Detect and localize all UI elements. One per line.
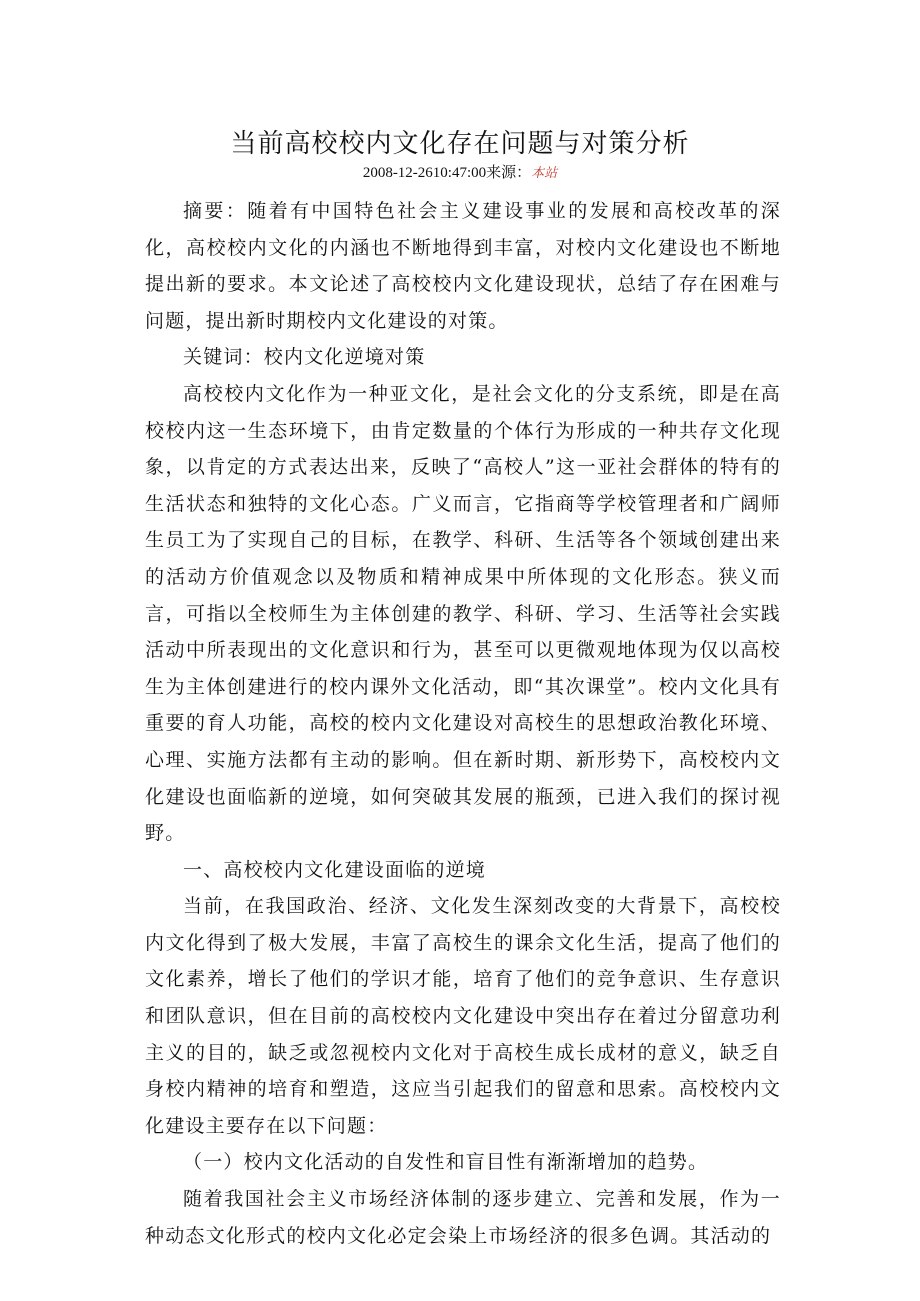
source-value: 本站 [531, 165, 558, 180]
section-heading: 一、高校校内文化建设面临的逆境 [183, 858, 487, 881]
abstract-paragraph: 摘要：随着有中国特色社会主义建设事业的发展和高校改革的深化，高校校内文化的内涵也不断地得到丰富，对校内文化建设也不断地提出新的要求。本文论述了高校校内文化建设现状，总结了存在困难与问题，提出新时期校内文化建设的对策。 [145, 200, 781, 332]
document-meta [0, 162, 920, 184]
keywords-paragraph: 关键词：校内文化逆境对策 [183, 346, 426, 369]
subsection-heading: （一）校内文化活动的自发性和盲目性有渐渐增加的趋势。 [183, 1151, 709, 1174]
publish-datetime: 2008-12-2610:47:00 [362, 165, 487, 181]
document-title: 当前高校校内文化存在问题与对策分析 [230, 129, 690, 159]
body-paragraph: 随着我国社会主义市场经济体制的逐步建立、完善和发展，作为一种动态文化形式的校内文化必定会染上市场经济的很多色调。其活动的 [145, 1188, 781, 1247]
body-paragraph: 当前，在我国政治、经济、文化发生深刻改变的大背景下，高校校内文化得到了极大发展，丰富了高校生的课余文化生活，提高了他们的文化素养，增长了他们的学识才能，培育了他们的竞争意识、生存意识和团队意识，但在目前的高校校内文化建设中突出存在着过分留意功利主义的目的，缺乏或忽视校内文化对于高校生成长成材的意义，缺乏自身校内精神的培育和塑造，这应当引起我们的留意和思索。高校校内文化建设主要存在以下问题： [145, 895, 781, 1137]
document-body [145, 193, 781, 1254]
source-label: 来源： [486, 165, 532, 181]
intro-paragraph: 高校校内文化作为一种亚文化，是社会文化的分支系统，即是在高校校内这一生态环境下，由肯定数量的个体行为形成的一种共存文化现象，以肯定的方式表达出来，反映了“高校人”这一亚社会群体的特有的生活状态和独特的文化心态。广义而言，它指商等学校管理者和广阔师生员工为了实现自己的目标，在教学、科研、生活等各个领域创建出来的活动方价值观念以及物质和精神成果中所体现的文化形态。狭义而言，可指以全校师生为主体创建的教学、科研、学习、生活等社会实践活动中所表现出的文化意识和行为，甚至可以更微观地体现为仅以高校生为主体创建进行的校内课外文化活动，即“其次课堂”。校内文化具有重要的育人功能，高校的校内文化建设对高校生的思想政治教化环境、心理、实施方法都有主动的影响。但在新时期、新形势下，高校校内文化建设也面临新的逆境，如何突破其发展的瓶颈，已进入我们的探讨视野。 [145, 382, 781, 845]
